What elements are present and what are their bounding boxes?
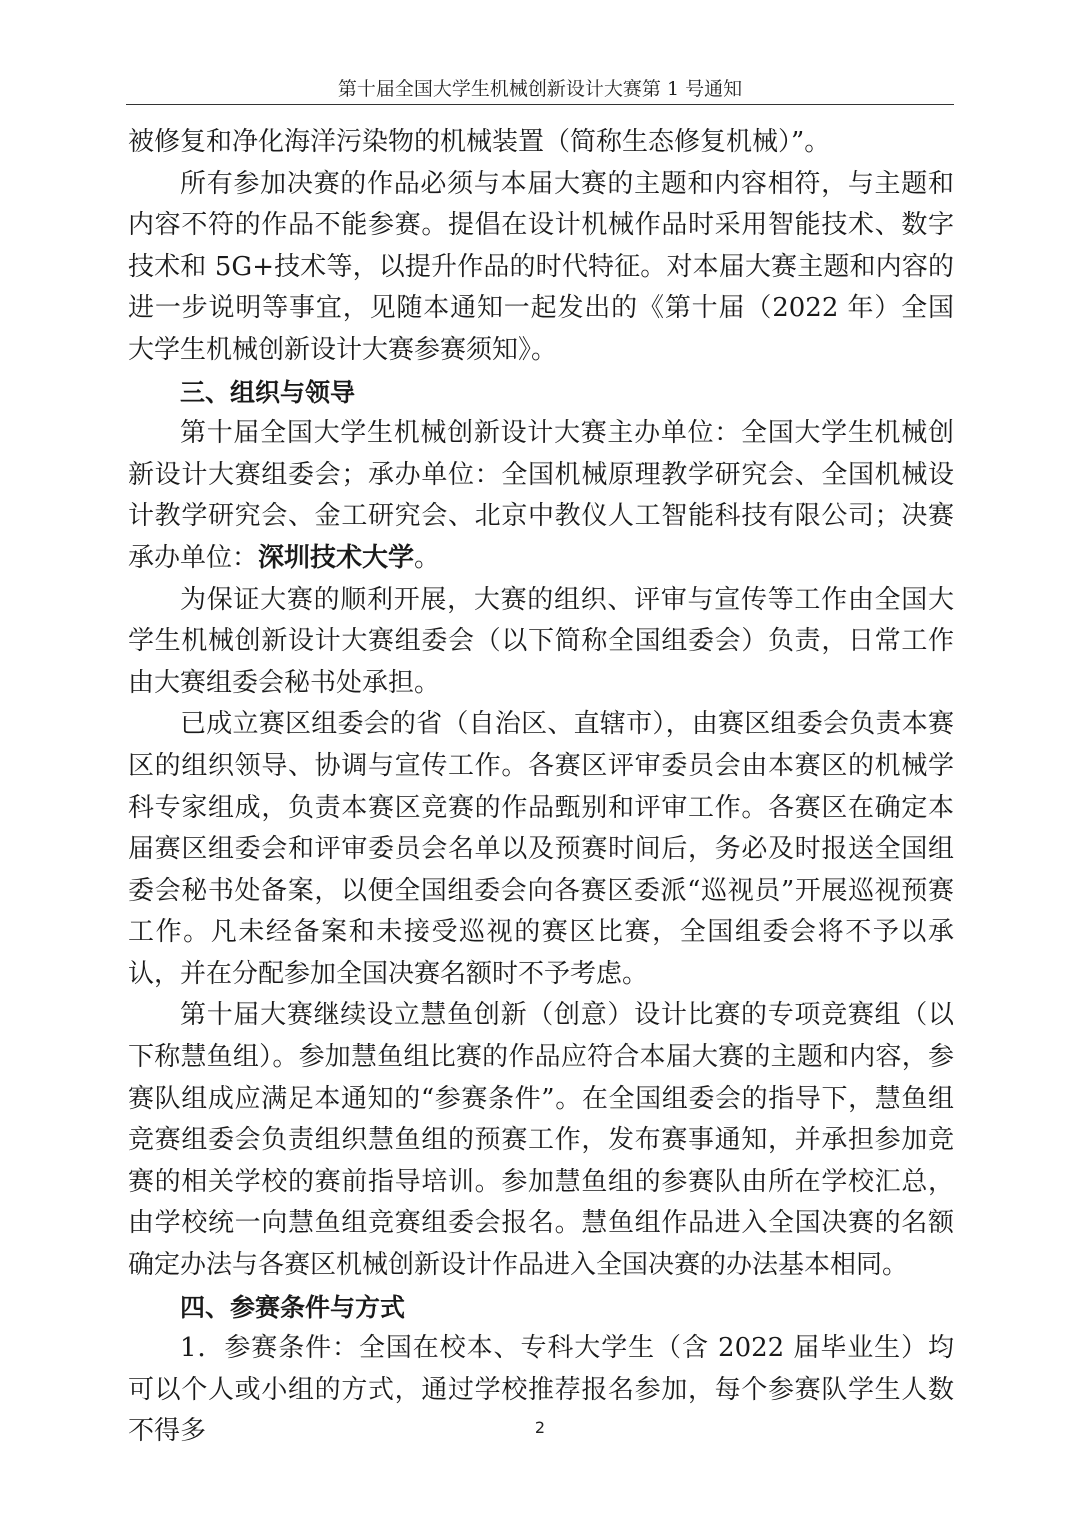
paragraph-continuation: 被修复和净化海洋污染物的机械装置（简称生态修复机械）”。 [128, 127, 831, 157]
section-heading-organization: 三、组织与领导 [180, 377, 356, 407]
running-header: 第十届全国大学生机械创新设计大赛第 1 号通知 [337, 78, 743, 100]
paragraph-theme-requirement: 所有参加决赛的作品必须与本届大赛的主题和内容相符，与主题和内容不符的作品不能参赛。提倡在设计机械作品时采用智能技术、数字技术和 5G+技术等，以提升作品的时代特征。对本届大赛主题和内容的进一步说明等事宜，见随本通知一起发出的《第十届（2022 年）全国大学生机械创新设计大赛参赛须知》。 [128, 168, 954, 365]
paragraph-regional-committees: 已成立赛区组委会的省（自治区、直辖市），由赛区组委会负责本赛区的组织领导、协调与宣传工作。各赛区评审委员会由本赛区的机械学科专家组成，负责本赛区竞赛的作品甄别和评审工作。各赛区在确定本届赛区组委会和评审委员会名单以及预赛时间后，务必及时报送全国组委会秘书处备案，以便全国组委会向各赛区委派“巡视员”开展巡视预赛工作。凡未经备案和未接受巡视的赛区比赛，全国组委会将不予以承认，并在分配参加全国决赛名额时不予考虑。 [128, 709, 954, 989]
final-host-name: 深圳技术大学 [258, 542, 415, 573]
paragraph-organizers [128, 413, 954, 579]
paragraph-eligibility: 1．参赛条件：全国在校本、专科大学生（含 2022 届毕业生）均可以个人或小组的方式，通过学校推荐报名参加，每个参赛队学生人数不得多 [128, 1333, 954, 1447]
paragraph-committee: 为保证大赛的顺利开展，大赛的组织、评审与宣传等工作由全国大学生机械创新设计大赛组委会（以下简称全国组委会）负责，日常工作由大赛组委会秘书处承担。 [128, 584, 954, 698]
paragraph-fischertechnik-group: 第十届大赛继续设立慧鱼创新（创意）设计比赛的专项竞赛组（以下称慧鱼组）。参加慧鱼组比赛的作品应符合本届大赛的主题和内容，参赛队组成应满足本通知的“参赛条件”。在全国组委会的指导下，慧鱼组竞赛组委会负责组织慧鱼组的预赛工作，发布赛事通知，并承担参加竞赛的相关学校的赛前指导培训。参加慧鱼组的参赛队由所在学校汇总，由学校统一向慧鱼组竞赛组委会报名。慧鱼组作品进入全国决赛的名额确定办法与各赛区机械创新设计作品进入全国决赛的办法基本相同。 [128, 1000, 954, 1281]
section-heading-eligibility: 四、参赛条件与方式 [180, 1292, 406, 1322]
document-body [128, 122, 954, 1453]
organizers-end: 。 [414, 542, 441, 573]
organizers-text: 第十届全国大学生机械创新设计大赛主办单位：全国大学生机械创新设计大赛组委会；承办单位：全国机械原理教学研究会、全国机械设计教学研究会、金工研究会、北京中教仪人工智能科技有限公司；决赛承办单位： [128, 418, 954, 573]
page-number: 2 [534, 1418, 546, 1437]
header-divider [126, 104, 954, 105]
